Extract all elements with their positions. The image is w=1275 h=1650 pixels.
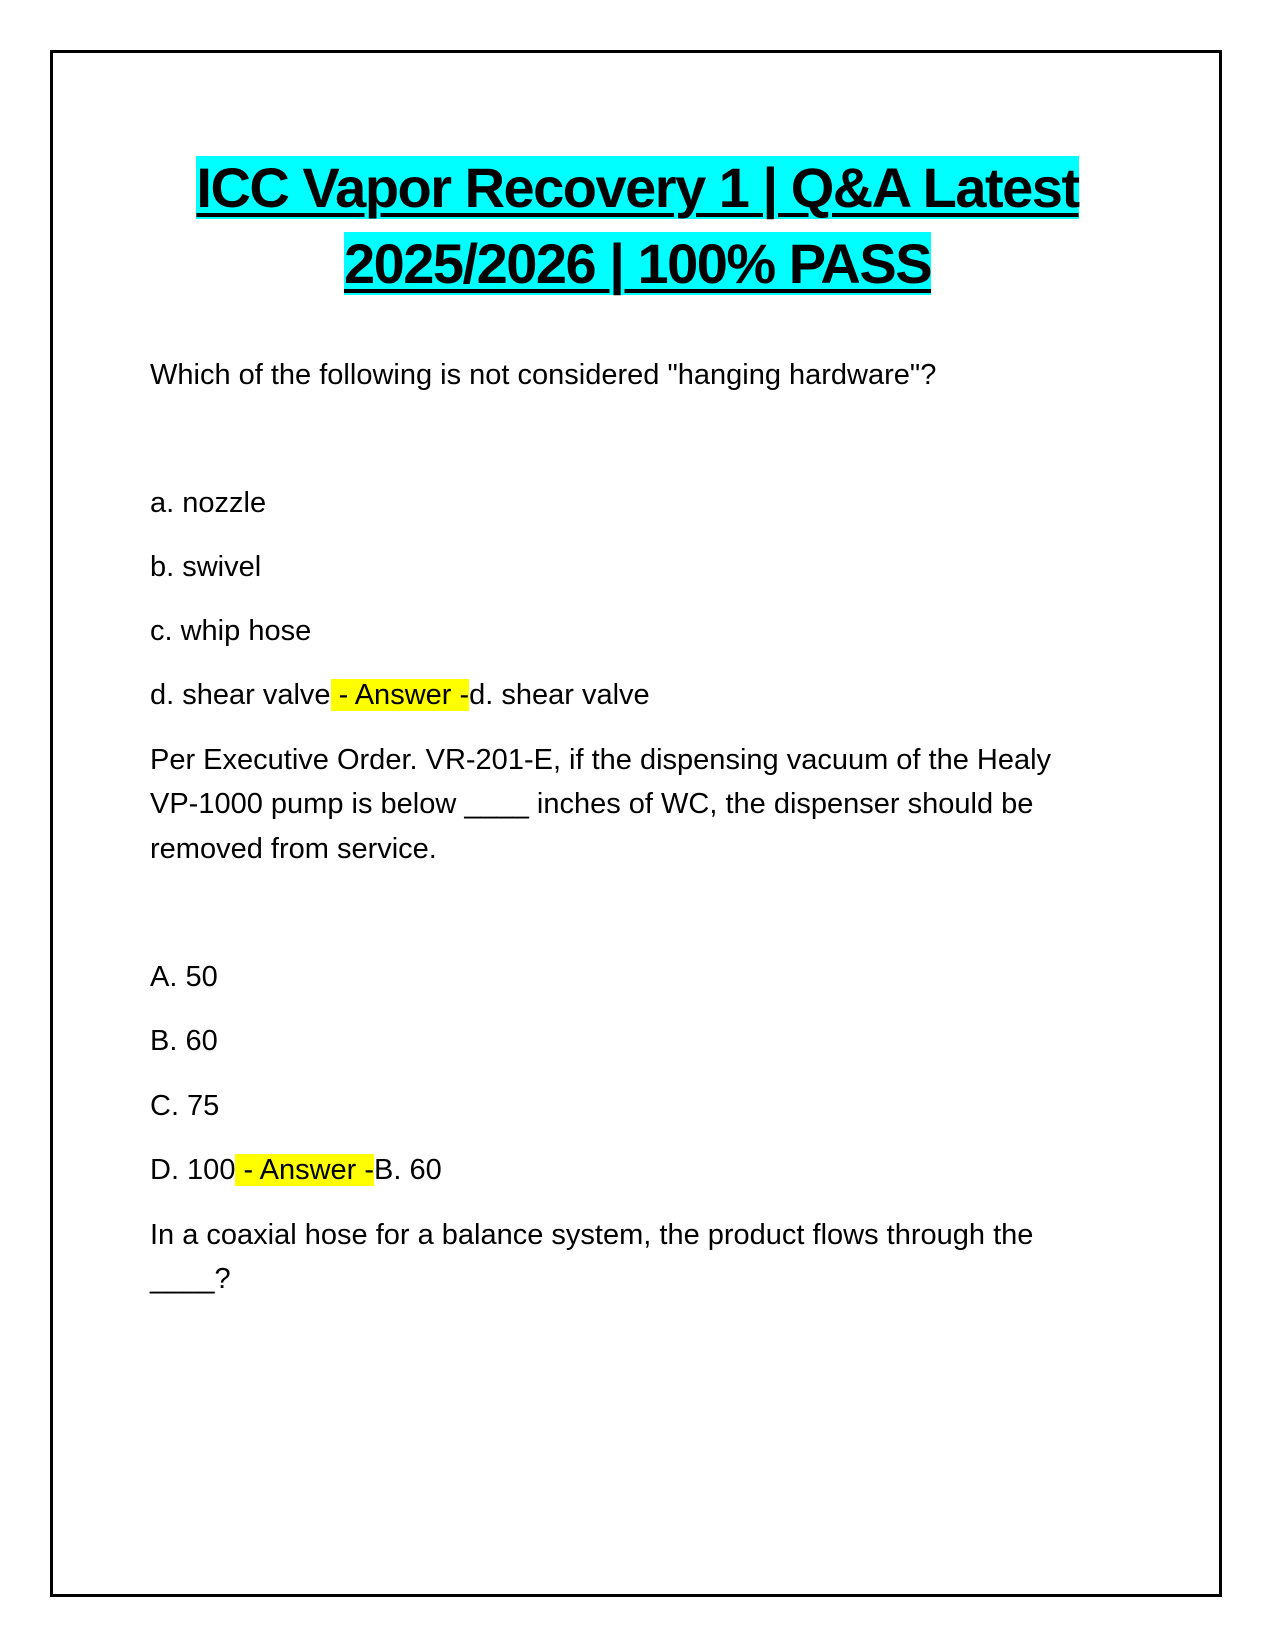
answer-marker: - Answer -: [235, 1154, 375, 1186]
question-1-answer: d. shear valve: [469, 679, 650, 711]
question-3-prompt-line-2: ____?: [150, 1263, 231, 1295]
question-2-option-c: C. 75: [150, 1090, 220, 1122]
title-line-1: ICC Vapor Recovery 1 | Q&A Latest: [196, 156, 1079, 219]
question-2-option-d: D. 100: [150, 1154, 236, 1186]
question-2-prompt-line-3: removed from service.: [150, 833, 437, 865]
question-2-option-b: B. 60: [150, 1025, 218, 1057]
question-2-answer: B. 60: [374, 1154, 442, 1186]
question-2-option-a: A. 50: [150, 961, 218, 993]
question-1-option-d: d. shear valve: [150, 679, 331, 711]
question-1-prompt: Which of the following is not considered "hanging hardware"?: [150, 359, 937, 391]
answer-marker: - Answer -: [330, 679, 470, 711]
question-1-option-a: a. nozzle: [150, 487, 267, 519]
document-title: [60, 150, 1215, 302]
question-2-option-d-line: [150, 1147, 442, 1194]
question-2-prompt-line-1: Per Executive Order. VR-201-E, if the dispensing vacuum of the Healy: [150, 744, 1052, 776]
question-1-option-c: c. whip hose: [150, 615, 312, 647]
title-line-2: 2025/2026 | 100% PASS: [343, 232, 932, 295]
question-1-option-b: b. swivel: [150, 551, 262, 583]
question-1-option-d-line: [150, 672, 650, 719]
question-3-prompt-line-1: In a coaxial hose for a balance system, the product flows through the: [150, 1219, 1034, 1251]
question-2-prompt-line-2: VP-1000 pump is below ____ inches of WC, the dispenser should be: [150, 788, 1034, 820]
